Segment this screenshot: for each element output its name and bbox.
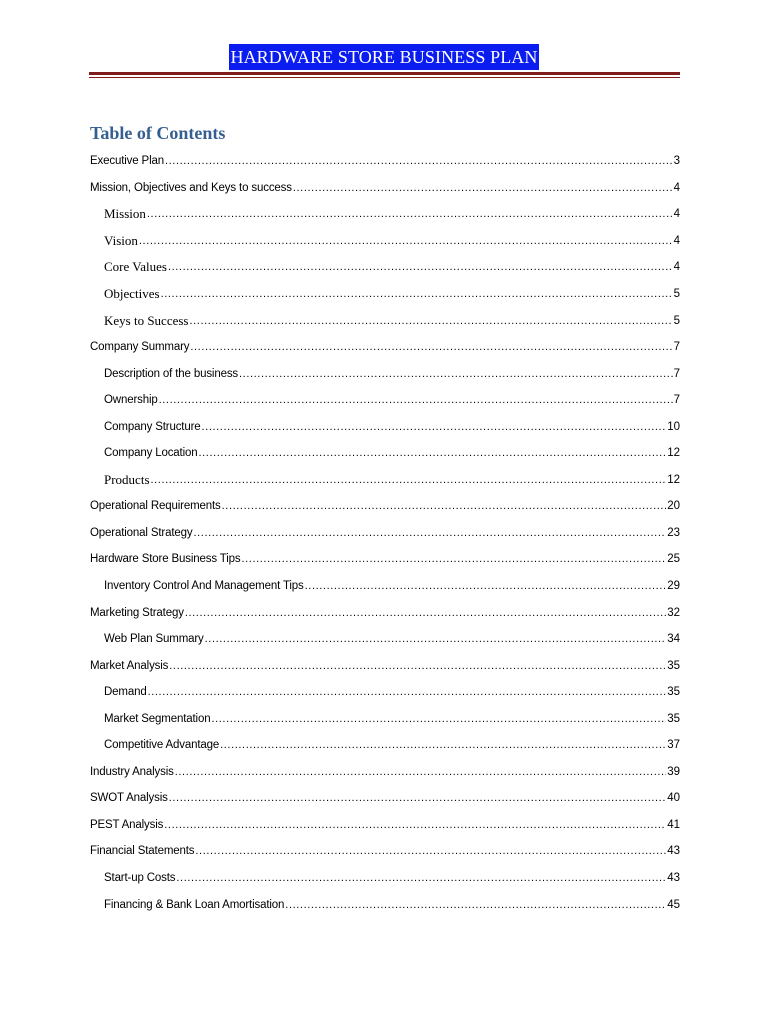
toc-entry-label[interactable]: Company Summary	[90, 341, 190, 354]
toc-entry-label[interactable]: Inventory Control And Management Tips	[104, 580, 304, 593]
toc-dot-leader	[168, 261, 673, 273]
toc-entry-page-number[interactable]: 29	[667, 580, 680, 593]
toc-entry-label[interactable]: Operational Requirements	[90, 500, 221, 513]
header-rule-thick	[89, 72, 680, 75]
toc-entry[interactable]	[90, 891, 680, 918]
toc-dot-leader	[190, 315, 673, 327]
toc-entry-page-number[interactable]: 5	[673, 288, 680, 300]
toc-entry-page-number[interactable]: 4	[673, 208, 680, 221]
toc-dot-leader	[159, 394, 673, 406]
toc-dot-leader	[241, 553, 666, 565]
toc-entry-label[interactable]: Core Values	[104, 259, 167, 275]
toc-entry-label[interactable]: Competitive Advantage	[104, 739, 220, 752]
toc-entry-label[interactable]: Web Plan Summary	[104, 633, 204, 646]
toc-entry-label[interactable]: Operational Strategy	[90, 526, 193, 539]
toc-entry-page-number[interactable]: 25	[667, 553, 680, 566]
toc-dot-leader	[139, 235, 673, 247]
toc-entry-label[interactable]: SWOT Analysis	[90, 792, 168, 805]
toc-entry-page-number[interactable]: 4	[673, 181, 680, 194]
toc-entry[interactable]	[90, 413, 680, 440]
toc-dot-leader	[285, 899, 666, 911]
toc-entry[interactable]	[90, 493, 680, 520]
toc-entry-label[interactable]: Market Analysis	[90, 659, 169, 672]
toc-entry-label[interactable]: Products	[104, 471, 150, 487]
toc-dot-leader	[161, 288, 673, 300]
toc-entry[interactable]	[90, 732, 680, 759]
toc-entry[interactable]	[90, 254, 680, 281]
toc-dot-leader	[202, 421, 667, 433]
toc-heading: Table of Contents	[90, 123, 226, 143]
toc-entry-page-number[interactable]: 35	[667, 712, 680, 725]
toc-entry[interactable]	[90, 865, 680, 892]
toc-entry-page-number[interactable]: 5	[673, 314, 680, 327]
toc-entry-label[interactable]: PEST Analysis	[90, 818, 164, 831]
toc-entry[interactable]	[90, 307, 680, 334]
toc-dot-leader	[293, 182, 673, 194]
toc-entry-label[interactable]: Objectives	[104, 286, 160, 301]
toc-entry[interactable]	[90, 281, 680, 308]
toc-entry-label[interactable]: Ownership	[104, 394, 158, 407]
toc-entry-label[interactable]: Mission	[104, 206, 146, 222]
toc-dot-leader	[190, 341, 672, 353]
toc-entry-label[interactable]: Company Location	[104, 447, 198, 460]
toc-entry[interactable]	[90, 546, 680, 573]
toc-entry-page-number[interactable]: 45	[667, 898, 680, 911]
toc-entry[interactable]	[90, 759, 680, 786]
toc-entry[interactable]	[90, 785, 680, 812]
toc-entry-page-number[interactable]: 20	[667, 500, 680, 513]
toc-entry[interactable]	[90, 626, 680, 653]
toc-entry[interactable]	[90, 440, 680, 467]
toc-dot-leader	[148, 686, 667, 698]
toc-dot-leader	[195, 845, 666, 857]
toc-entry-page-number[interactable]: 37	[667, 739, 680, 752]
toc-entry-page-number[interactable]: 4	[673, 234, 680, 247]
toc-entry[interactable]	[90, 812, 680, 839]
toc-entry-label[interactable]: Demand	[104, 686, 147, 699]
toc-entry-page-number[interactable]: 10	[667, 420, 680, 433]
toc-dot-leader	[165, 155, 673, 167]
toc-entry-label[interactable]: Vision	[104, 232, 138, 248]
toc-entry[interactable]	[90, 334, 680, 361]
toc-dot-leader	[205, 633, 667, 645]
toc-dot-leader	[185, 607, 666, 619]
toc-entry-page-number[interactable]: 35	[667, 659, 680, 672]
toc-dot-leader	[222, 500, 667, 512]
toc-entry-page-number[interactable]: 12	[667, 447, 680, 460]
toc-entry[interactable]	[90, 599, 680, 626]
toc-dot-leader	[211, 713, 666, 725]
toc-entry-page-number[interactable]: 3	[673, 155, 680, 168]
toc-entry-page-number[interactable]: 7	[673, 394, 680, 407]
toc-entry[interactable]	[90, 360, 680, 387]
toc-dot-leader	[151, 474, 667, 486]
toc-entry-page-number[interactable]: 12	[667, 473, 680, 486]
toc-entry-page-number[interactable]: 23	[667, 526, 680, 539]
header-rule-thin	[89, 77, 680, 78]
toc-entry-page-number[interactable]: 7	[673, 341, 680, 354]
toc-entry-page-number[interactable]: 34	[667, 633, 680, 646]
toc-entry[interactable]	[90, 520, 680, 547]
toc-entry-page-number[interactable]: 32	[667, 606, 680, 619]
toc-entry-label[interactable]: Market Segmentation	[104, 712, 211, 725]
toc-entry[interactable]	[90, 573, 680, 600]
toc-entry[interactable]	[90, 467, 680, 494]
toc-dot-leader	[193, 527, 666, 539]
toc-entry-label[interactable]: Start-up Costs	[104, 872, 176, 885]
toc-entry[interactable]	[90, 652, 680, 679]
toc-entry[interactable]	[90, 148, 680, 175]
toc-entry[interactable]	[90, 175, 680, 202]
toc-entry-label[interactable]: Financing & Bank Loan Amortisation	[104, 898, 285, 911]
toc-entry-page-number[interactable]: 43	[667, 845, 680, 858]
toc-dot-leader	[305, 580, 667, 592]
toc-entry[interactable]	[90, 705, 680, 732]
toc-entry[interactable]	[90, 228, 680, 255]
toc-entry-label[interactable]: Company Structure	[104, 420, 201, 433]
toc-entry-page-number[interactable]: 35	[667, 686, 680, 699]
table-of-contents	[90, 148, 680, 918]
toc-entry[interactable]	[90, 838, 680, 865]
toc-entry-label[interactable]: Financial Statements	[90, 845, 195, 858]
toc-entry-label[interactable]: Description of the business	[104, 367, 239, 380]
toc-dot-leader	[169, 660, 666, 672]
toc-entry[interactable]	[90, 387, 680, 414]
toc-entry-label[interactable]: Marketing Strategy	[90, 606, 184, 619]
document-title: HARDWARE STORE BUSINESS PLAN	[229, 44, 538, 70]
toc-entry-page-number[interactable]: 39	[667, 765, 680, 778]
toc-entry-label[interactable]: Executive Plan	[90, 155, 164, 168]
toc-dot-leader	[169, 792, 666, 804]
toc-dot-leader	[176, 872, 666, 884]
toc-dot-leader	[199, 447, 667, 459]
toc-entry-page-number[interactable]: 43	[667, 872, 680, 885]
document-header	[0, 44, 768, 70]
toc-entry-label[interactable]: Hardware Store Business Tips	[90, 553, 241, 566]
toc-entry-label[interactable]: Keys to Success	[104, 312, 189, 328]
toc-entry-label[interactable]: Industry Analysis	[90, 765, 174, 778]
toc-entry-page-number[interactable]: 41	[667, 818, 680, 831]
toc-entry[interactable]	[90, 201, 680, 228]
toc-dot-leader	[220, 739, 666, 751]
toc-entry-label[interactable]: Mission, Objectives and Keys to success	[90, 181, 292, 194]
toc-dot-leader	[147, 208, 673, 220]
toc-entry-page-number[interactable]: 4	[673, 261, 680, 274]
toc-dot-leader	[239, 368, 673, 380]
toc-entry[interactable]	[90, 679, 680, 706]
toc-entry-page-number[interactable]: 7	[673, 367, 680, 380]
toc-dot-leader	[164, 819, 666, 831]
toc-entry-page-number[interactable]: 40	[667, 792, 680, 805]
toc-dot-leader	[175, 766, 666, 778]
